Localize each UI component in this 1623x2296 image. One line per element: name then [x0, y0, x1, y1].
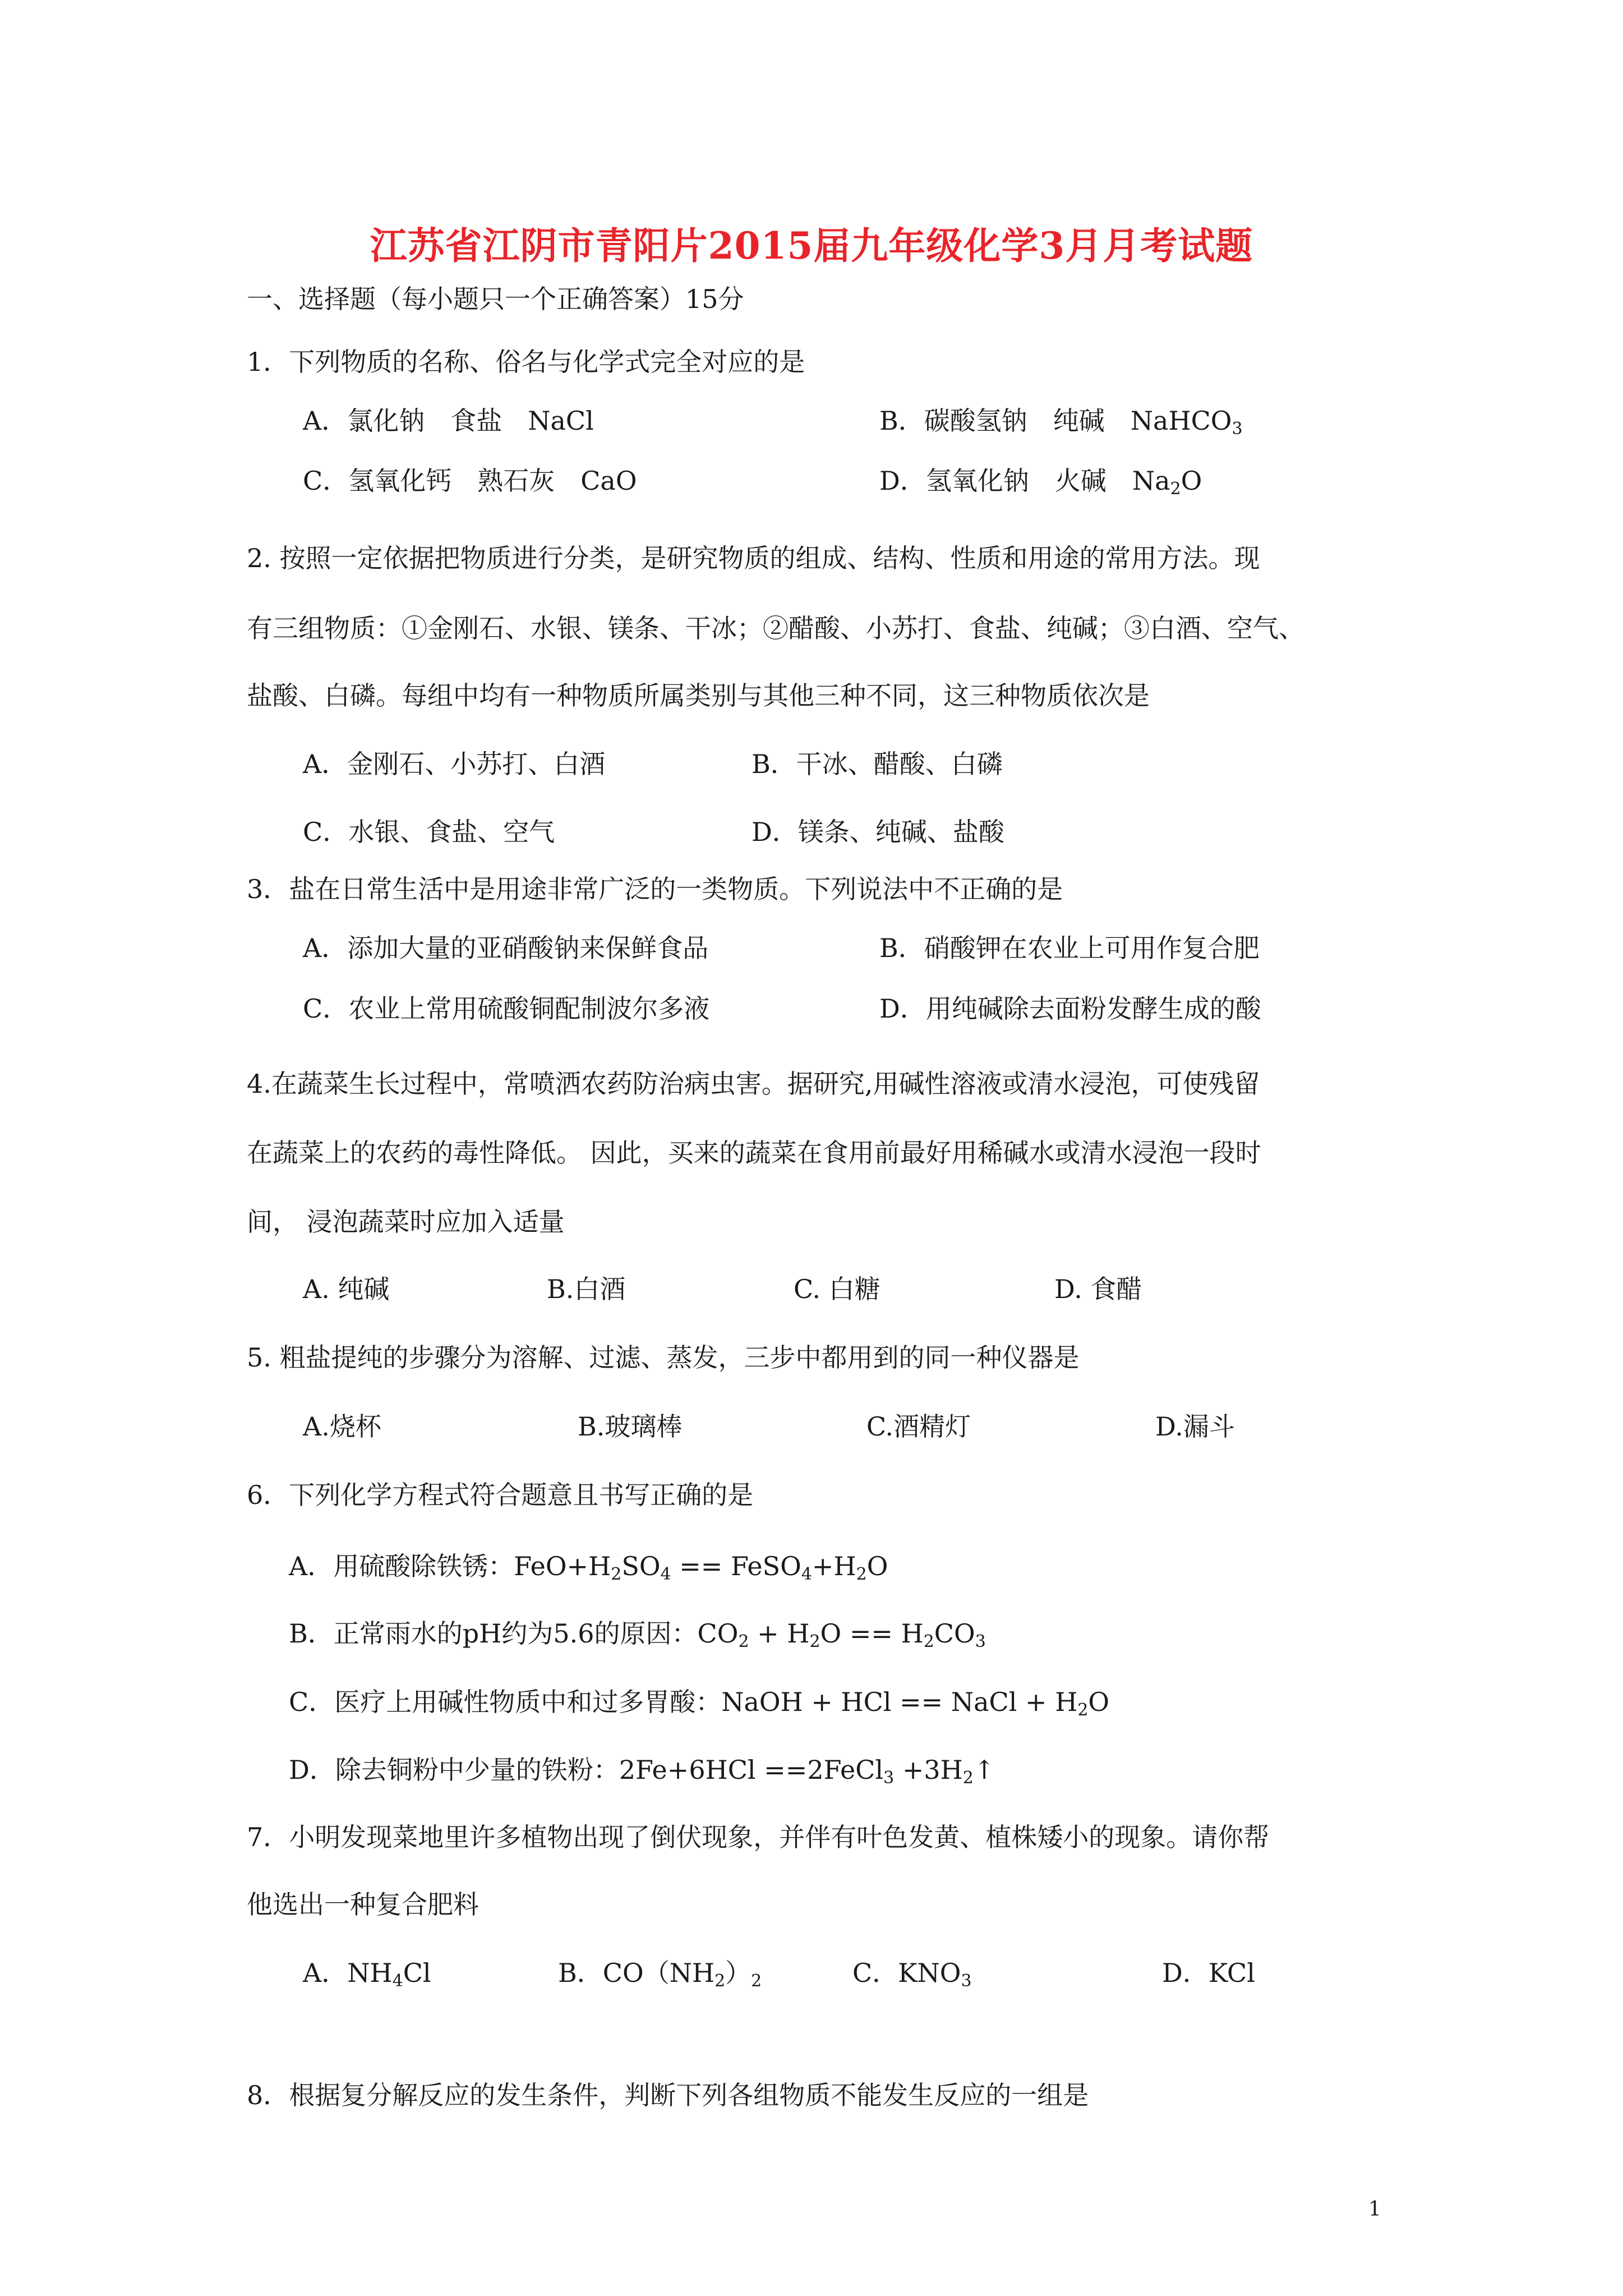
question-3-stem: 3．盐在日常生活中是用途非常广泛的一类物质。下列说法中不正确的是: [247, 874, 1063, 904]
question-7-line-1: 7．小明发现菜地里许多植物出现了倒伏现象，并伴有叶色发黄、植株矮小的现象。请你帮: [247, 1822, 1270, 1852]
question-7-option-b: B．$CO(NH_2)_2$: [558, 1958, 762, 1991]
question-7-option-a: A．$NH_4Cl$: [303, 1958, 431, 1991]
question-6-option-c: C．医疗上用碱性物质中和过多胃酸：NaOH + HCl == NaCl + $H_2O$: [289, 1687, 1110, 1720]
question-5-option-c: C.酒精灯: [866, 1411, 971, 1442]
question-1-option-d: D．氢氧化钠 火碱 $Na_2O$: [879, 466, 1202, 499]
question-1-option-a: A．氯化钠 食盐 NaCl: [303, 406, 594, 436]
question-1-option-c: C．氢氧化钙 熟石灰 CaO: [303, 466, 637, 496]
question-8-stem: 8．根据复分解反应的发生条件，判断下列各组物质不能发生反应的一组是: [247, 2080, 1089, 2110]
question-2-option-a: A．金刚石、小苏打、白酒: [303, 749, 606, 779]
question-4-option-b: B.白酒: [547, 1274, 626, 1304]
question-2-line-3: 盐酸、白磷。每组中均有一种物质所属类别与其他三种不同，这三种物质依次是: [247, 680, 1150, 711]
question-4-line-3: 间， 浸泡蔬菜时应加入适量: [247, 1207, 565, 1237]
question-4-option-c: C. 白糖: [794, 1274, 880, 1304]
question-5-option-d: D.漏斗: [1155, 1411, 1235, 1442]
question-2-option-c: C．水银、食盐、空气: [303, 817, 555, 847]
question-4-line-1: 4.在蔬菜生长过程中，常喷洒农药防治病虫害。据研究,用碱性溶液或清水浸泡，可使残留: [247, 1069, 1260, 1099]
page-title: 江苏省江阴市青阳片2015届九年级化学3月月考试题: [370, 224, 1253, 268]
question-6-option-d: D．除去铜粉中少量的铁粉：2Fe+6HCl ==2FeCl$_3$ $+3H_2↑$: [289, 1755, 995, 1788]
page-number: 1: [1368, 2198, 1381, 2221]
question-6-stem: 6．下列化学方程式符合题意且书写正确的是: [247, 1480, 754, 1510]
question-7-option-d: D．KCl: [1162, 1958, 1255, 1988]
question-2-line-1: 2. 按照一定依据把物质进行分类，是研究物质的组成、结构、性质和用途的常用方法。现: [247, 543, 1260, 573]
question-4-option-d: D. 食醋: [1054, 1274, 1142, 1304]
question-6-option-a: A．用硫酸除铁锈：$FeO+H_2SO_4$ == $FeSO_4+H_2O$: [289, 1551, 888, 1584]
question-5-option-a: A.烧杯: [303, 1411, 381, 1442]
question-6-option-b: B．正常雨水的pH约为5.6的原因：$CO_2 + H_2O == H_2CO_3$: [289, 1618, 986, 1651]
question-2-option-b: B．干冰、醋酸、白磷: [751, 749, 1003, 779]
question-3-option-d: D．用纯碱除去面粉发酵生成的酸: [879, 993, 1261, 1024]
question-2-option-d: D．镁条、纯碱、盐酸: [751, 817, 1004, 847]
question-4-option-a: A. 纯碱: [303, 1274, 390, 1304]
up-arrow-icon: ↑: [973, 1755, 995, 1785]
question-4-line-2: 在蔬菜上的农药的毒性降低。 因此，买来的蔬菜在食用前最好用稀碱水或清水浸泡一段时: [247, 1138, 1261, 1168]
question-5-option-b: B.玻璃棒: [578, 1411, 683, 1442]
question-7-line-2: 他选出一种复合肥料: [247, 1889, 479, 1920]
question-3-option-a: A．添加大量的亚硝酸钠来保鲜食品: [303, 933, 709, 963]
question-3-option-b: B．硝酸钾在农业上可用作复合肥: [879, 933, 1260, 963]
question-2-line-2: 有三组物质：①金刚石、水银、镁条、干冰；②醋酸、小苏打、食盐、纯碱；③白酒、空气、: [247, 613, 1304, 643]
question-1-option-b: B．碳酸氢钠 纯碱 NaHCO$_3$: [879, 406, 1243, 439]
section-header: 一、选择题（每小题只一个正确答案）15分: [247, 284, 744, 314]
question-5-stem: 5. 粗盐提纯的步骤分为溶解、过滤、蒸发，三步中都用到的同一种仪器是: [247, 1342, 1080, 1373]
question-7-option-c: C．$KNO_3$: [852, 1958, 972, 1991]
question-1-stem: 1．下列物质的名称、俗名与化学式完全对应的是: [247, 347, 805, 377]
question-3-option-c: C．农业上常用硫酸铜配制波尔多液: [303, 993, 710, 1024]
